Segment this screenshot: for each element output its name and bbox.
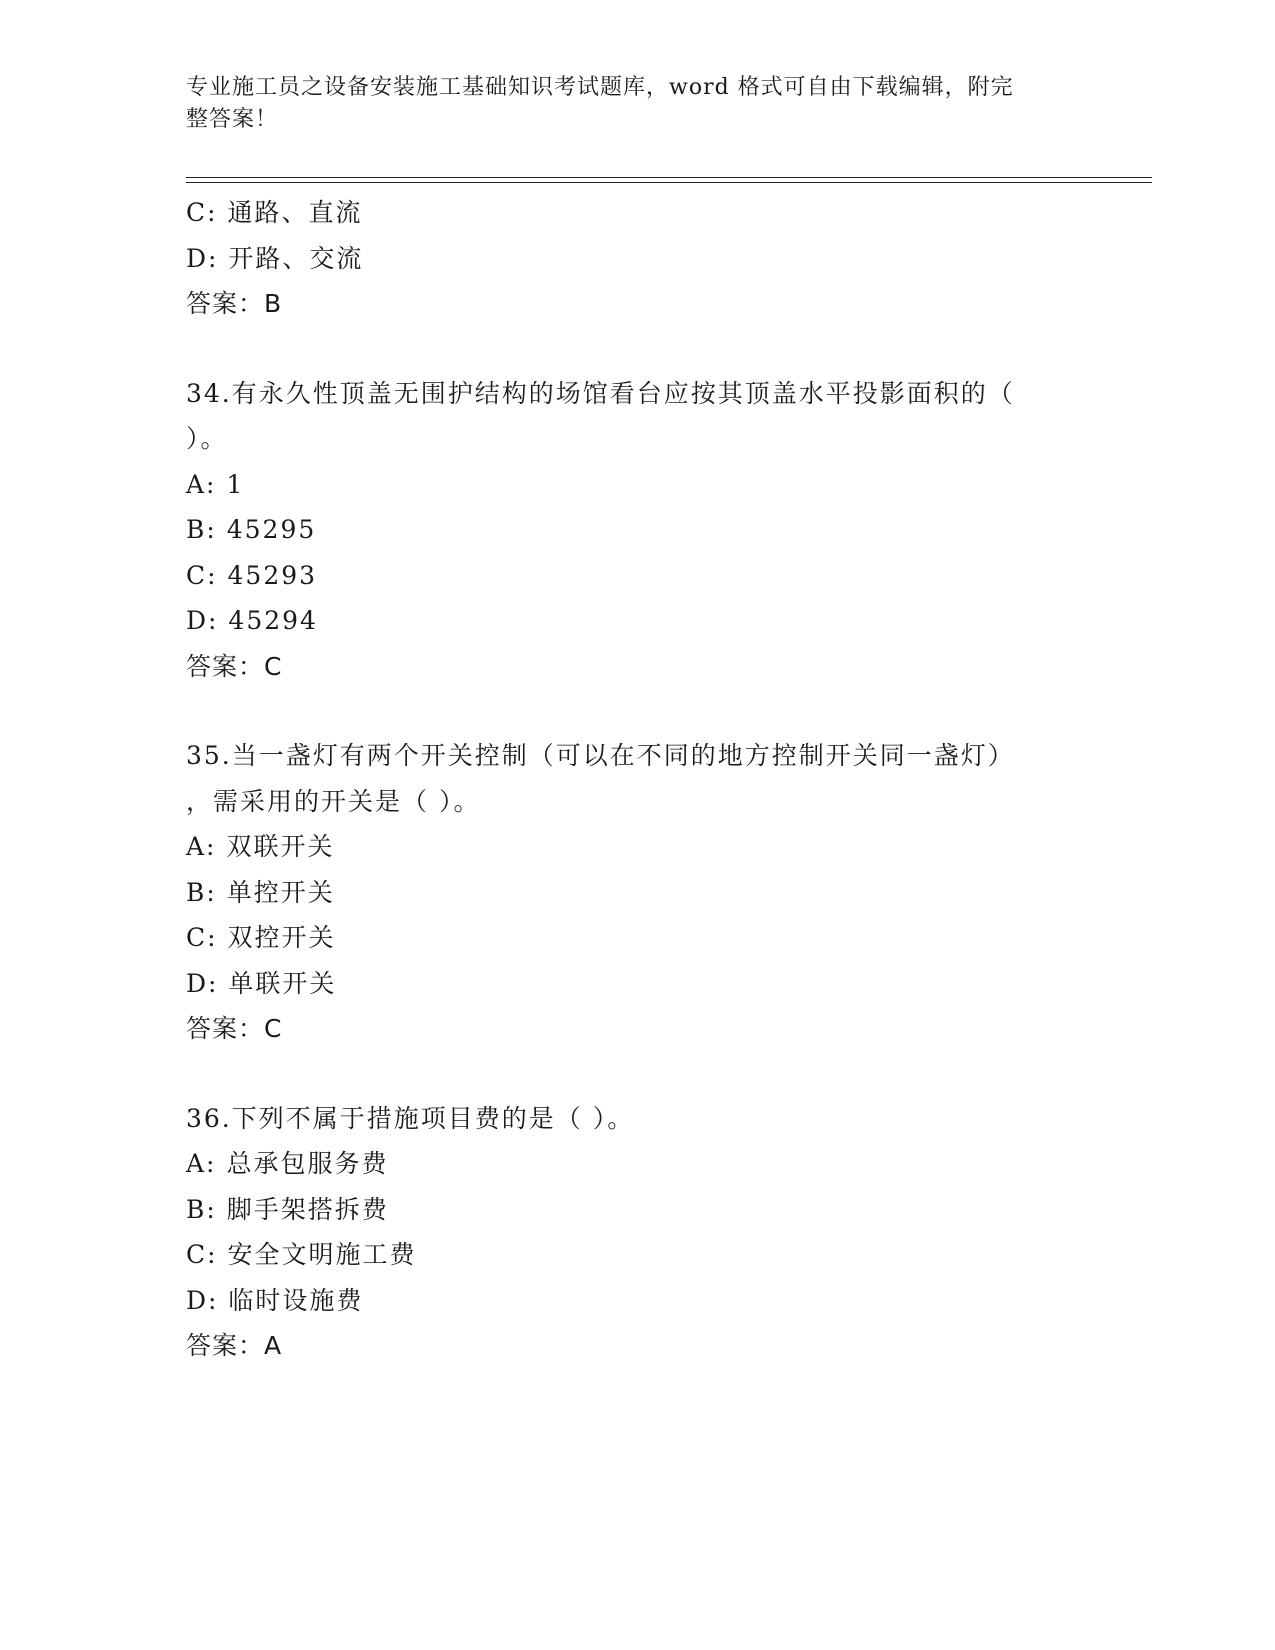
- question-33-continuation: [186, 190, 1076, 327]
- option-label: B:: [186, 877, 217, 907]
- option-label: B:: [186, 515, 217, 544]
- answer-line: 答案：C: [186, 1014, 283, 1043]
- option-label: D:: [186, 243, 219, 273]
- option-b: [186, 870, 1076, 916]
- option-d: [186, 961, 1076, 1007]
- option-label: B:: [186, 1194, 217, 1224]
- question-stem-line-2: ）。: [186, 424, 228, 453]
- option-label: D:: [186, 1285, 219, 1315]
- option-b: [186, 1187, 1076, 1233]
- option-d: [186, 598, 1076, 644]
- option-text: 双联开关: [226, 832, 335, 861]
- option-label: D:: [186, 968, 219, 998]
- option-label: A:: [186, 1149, 217, 1178]
- option-d: [186, 1278, 1076, 1324]
- answer-line: 答案：B: [186, 289, 283, 318]
- option-text: 1: [226, 469, 245, 499]
- header-line-2: 整答案！: [186, 107, 279, 132]
- option-d: [186, 236, 1076, 282]
- header-divider-top: [186, 177, 1152, 178]
- question-36: [186, 1096, 1076, 1369]
- option-text: 开路、交流: [228, 243, 364, 273]
- option-text: 单控开关: [226, 877, 335, 907]
- header-line-1: 专业施工员之设备安装施工基础知识考试题库，word 格式可自由下载编辑，附完: [186, 75, 1014, 100]
- option-label: C:: [186, 1240, 218, 1269]
- document-header: [186, 72, 1076, 136]
- option-label: D:: [186, 606, 219, 635]
- question-stem-line-1: 36.下列不属于措施项目费的是（ ）。: [186, 1103, 635, 1133]
- question-34: [186, 371, 1076, 690]
- answer-line: 答案：C: [186, 651, 283, 681]
- option-c: [186, 915, 1076, 961]
- option-text: 双控开关: [227, 923, 336, 952]
- question-stem-line-1: 34.有永久性顶盖无围护结构的场馆看台应按其顶盖水平投影面积的（: [186, 378, 1015, 408]
- question-stem-line-1: 35.当一盏灯有两个开关控制（可以在不同的地方控制开关同一盏灯）: [186, 741, 1015, 770]
- option-text: 通路、直流: [227, 198, 363, 227]
- question-stem-line-2: ，需采用的开关是（ ）。: [186, 786, 481, 816]
- option-label: C:: [186, 923, 218, 952]
- option-text: 临时设施费: [228, 1285, 364, 1315]
- option-text: 45293: [227, 560, 318, 590]
- question-list: [186, 190, 1076, 1369]
- option-a: [186, 462, 1076, 508]
- header-divider-bottom: [186, 182, 1152, 183]
- option-text: 单联开关: [228, 968, 337, 998]
- option-c: [186, 553, 1076, 599]
- option-label: C:: [186, 560, 218, 590]
- option-label: A:: [186, 469, 217, 499]
- option-text: 总承包服务费: [226, 1149, 389, 1178]
- option-b: [186, 507, 1076, 553]
- option-text: 45295: [226, 515, 317, 544]
- question-35: [186, 733, 1076, 1052]
- answer-line: 答案：A: [186, 1331, 283, 1360]
- option-c: [186, 190, 1076, 236]
- option-a: [186, 824, 1076, 870]
- option-label: A:: [186, 832, 217, 861]
- option-a: [186, 1141, 1076, 1187]
- option-text: 脚手架搭拆费: [226, 1194, 389, 1224]
- option-label: C:: [186, 198, 218, 227]
- option-text: 45294: [228, 606, 318, 635]
- option-c: [186, 1232, 1076, 1278]
- option-text: 安全文明施工费: [227, 1240, 417, 1269]
